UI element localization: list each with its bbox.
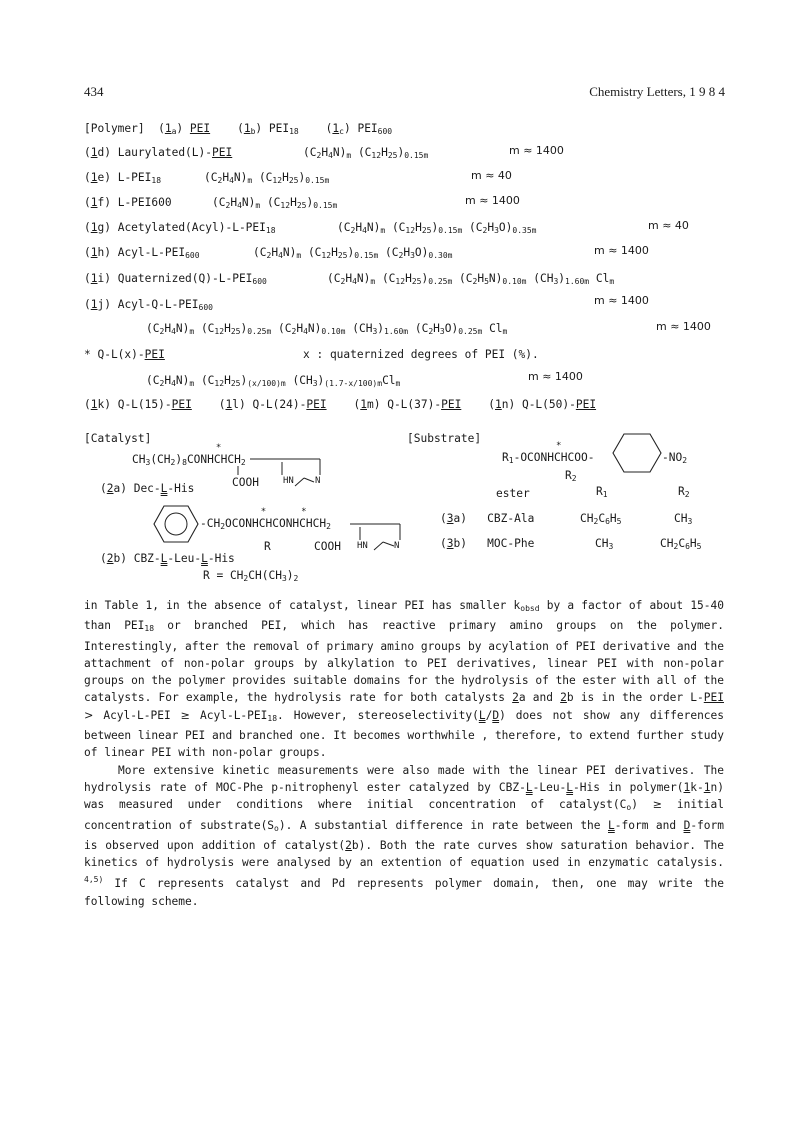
- page-number: 434: [84, 84, 104, 99]
- substrate-3a-r1: $CH_2C_6H_5$: [580, 512, 622, 526]
- polymer-qlx: * Q-L(x)-PEI: [84, 348, 165, 361]
- journal-title: Chemistry Letters, 1 9 8 4: [589, 84, 725, 99]
- polymer-1j-m: m ≈ 1400: [656, 320, 711, 333]
- catalyst-2a-cooh: COOH: [232, 476, 259, 489]
- catalyst-2b-r: R: [264, 540, 271, 553]
- polymer-1g: (1g) $Acetylated(Acyl)-L-PEI_{18}$: [84, 221, 276, 235]
- polymer-1d: (1d) Laurylated(L)-PEI: [84, 146, 233, 159]
- polymer-1e: (1e) $L-PEI_{18}$: [84, 171, 162, 185]
- substrate-3b-r2: $CH_2C_6H_5$: [660, 537, 702, 551]
- polymer-qlx-m: m ≈ 1400: [528, 370, 583, 383]
- benzene-ring-2b: [152, 504, 200, 544]
- polymer-qlx-desc: x : quaternized degrees of PEI (%).: [303, 348, 539, 361]
- polymer-heading-line: [Polymer] $(1_a)$ PEI $(1_b)$ $PEI_{18}$ $(1_c)$ $PEI_{600}$: [84, 122, 393, 136]
- paragraph-2: More extensive kinetic measurements were also made with the linear PEI derivatives. The hydrolysis rate of MOC-Phe p-nitrophenyl ester catalyzed by CBZ-L-Leu-L-His in polymer(1k-1n) was measured under conditions where initial concentration of $catalyst(C_o)$ ≥ initial concentration of $substrate(S_o)$. A substantial difference in rate between the L-form and D-form is observed upon addition of catalyst(2b). Both the rate curves show saturation behavior. The kinetics of hydrolysis were analysed by an extention of equation used in enzymatic catalysis. $^{4,5)}$ If C represents catalyst and Pd represents polymer domain, then, one may write the following scheme.: [84, 763, 724, 908]
- catalyst-2b-hn: HN: [357, 541, 368, 551]
- polymer-1j-m-upper: m ≈ 1400: [594, 294, 649, 307]
- substrate-3b-r1: $CH_3$: [595, 537, 614, 551]
- substrate-r2: $R_2$: [565, 469, 577, 483]
- catalyst-2a-label: (2a) Dec-L-His: [100, 482, 195, 495]
- body-text: [84, 597, 724, 910]
- catalyst-2b-formula: $-CH_2OCONHC$ * HCONHC * $HCH_2$: [200, 507, 331, 531]
- polymer-1h-formula: $(C_2H_4N)_m$ $(C_{12}H_{25})_{0.15m}$ $(C_2H_3O)_{0.30m}$: [253, 246, 453, 260]
- benzene-ring-substrate: [611, 432, 663, 474]
- substrate-col-ester: ester: [496, 487, 530, 500]
- polymer-1g-m: m ≈ 40: [648, 219, 689, 232]
- polymer-1i-formula: $(C_2H_4N)_m$ $(C_{12}H_{25})_{0.25m}$ $(C_2H_5N)_{0.10m}$ $(CH_3)_{1.60m}$ $Cl_m$: [327, 272, 615, 286]
- polymer-1h: (1h) Acyl-$L-PEI_{600}$: [84, 246, 200, 260]
- polymer-1f-formula: $(C_2H_4N)_m$ $(C_{12}H_{25})_{0.15m}$: [212, 196, 338, 210]
- substrate-3b: (3b) MOC-Phe: [440, 537, 535, 550]
- catalyst-2a-hn: HN: [283, 476, 294, 486]
- polymer-1f: (1f) L-PEI600: [84, 196, 172, 209]
- catalyst-2a-n: N: [315, 476, 321, 486]
- imidazole-ring-2a: [250, 450, 330, 490]
- polymer-1j-formula: $(C_2H_4N)_m$ $(C_{12}H_{25})_{0.25m}$ $(C_2H_4N)_{0.10m}$ $(CH_3)_{1.60m}$ $(C_2H_3O)_{0.25m}$ $Cl_m$: [146, 322, 508, 336]
- polymer-1f-m: m ≈ 1400: [465, 194, 520, 207]
- polymer-1h-m: m ≈ 1400: [594, 244, 649, 257]
- substrate-formula: $R_1$-OCONHC * HCOO-: [502, 441, 595, 465]
- catalyst-heading: [Catalyst]: [84, 432, 152, 445]
- substrate-no2: $-NO_2$: [662, 451, 688, 465]
- paragraph-1: in Table 1, in the absence of catalyst, linear PEI has smaller $k_{obsd}$ by a factor of about 15-40 than $PEI_{18}$ or branched PEI, which has reactive primary amino groups on the polymer. Interestingly, after the removal of primary amino groups by acylation of PEI derivative and the attachment of non-polar groups by alkylation to PEI derivatives, linear PEI with non-polar groups on the polymer provides suitable domains for the hydrolysis of the ester with all of the catalysts. For example, the hydrolysis rate for both catalysts 2a and 2b is in the order L-PEI > Acyl-L-PEI ≥ Acyl-$L-PEI_{18}$. However, stereoselectivity(L/D) does not show any differences between linear PEI and branched one. It becomes worthwhile , therefore, to extend further study of linear PEI with non-polar groups.: [84, 599, 725, 760]
- substrate-3a-r2: $CH_3$: [674, 512, 693, 526]
- polymer-1i: (1i) $Quaternized(Q)-L-PEI_{600}$: [84, 272, 267, 286]
- substrate-col-r1: $R_1$: [596, 485, 608, 499]
- polymer-1j: (1j) Acyl-$Q-L-PEI_{600}$: [84, 298, 213, 312]
- polymer-1e-m: m ≈ 40: [471, 169, 512, 182]
- polymer-heading: [Polymer]: [84, 122, 145, 135]
- polymer-1d-m: m ≈ 1400: [509, 144, 564, 157]
- catalyst-2a-formula: $CH_3(CH_2)_8CONHC$ * $HCH_2$: [132, 443, 246, 467]
- polymer-1d-formula: $(C_2H_4N)_m$ $(C_{12}H_{25})_{0.15m}$: [303, 146, 429, 160]
- polymer-1e-formula: $(C_2H_4N)_m$ $(C_{12}H_{25})_{0.15m}$: [204, 171, 330, 185]
- catalyst-2b-r-def: $R = CH_2CH(CH_3)_2$: [203, 569, 299, 583]
- catalyst-2b-cooh: COOH: [314, 540, 341, 553]
- polymer-qlx-formula: $(C_2H_4N)_m$ $(C_{12}H_{25})_{(x/100)m}$ $(CH_3)_{(1.7-x/100)m}Cl_m$: [146, 374, 401, 388]
- polymer-1g-formula: $(C_2H_4N)_m$ $(C_{12}H_{25})_{0.15m}$ $(C_2H_3O)_{0.35m}$: [337, 221, 537, 235]
- substrate-col-r2: $R_2$: [678, 485, 690, 499]
- polymer-klmn: (1k) Q-L(15)-PEI (1l) Q-L(24)-PEI (1m) Q-L(37)-PEI (1n) Q-L(50)-PEI: [84, 398, 597, 411]
- catalyst-2a-bond: [236, 466, 240, 476]
- catalyst-2b-label: (2b) CBZ-L-Leu-L-His: [100, 552, 235, 565]
- substrate-heading: [Substrate]: [407, 432, 482, 445]
- substrate-3a: (3a) CBZ-Ala: [440, 512, 535, 525]
- catalyst-2b-n: N: [394, 541, 400, 551]
